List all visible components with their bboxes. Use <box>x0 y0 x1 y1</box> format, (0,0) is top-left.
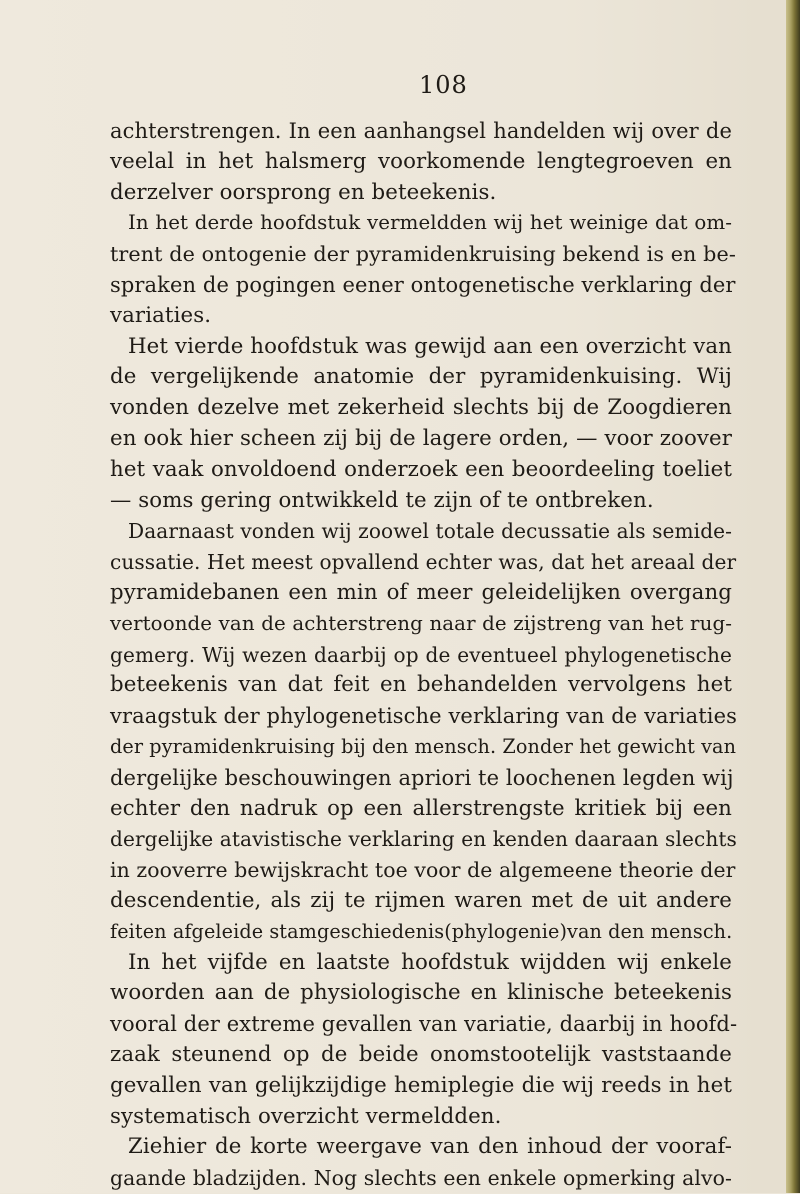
text-line: trent de ontogenie der pyramidenkruising bekend is en be- <box>110 242 736 267</box>
text-line: achterstrengen. In een aanhangsel handelden wij over de <box>110 119 732 143</box>
text-line: woorden aan de physiologische en klinische beteekenis <box>110 980 732 1006</box>
text-line: vonden dezelve met zekerheid slechts bij de Zoogdieren <box>110 395 732 421</box>
page-edge <box>786 0 800 1193</box>
text-line: beteekenis van dat feit en behandelden vervolgens het <box>110 672 732 698</box>
text-line: in zooverre bewijskracht toe voor de algemeene theorie der <box>110 858 736 883</box>
text-line: Het vierde hoofdstuk was gewijd aan een overzicht van <box>128 333 732 359</box>
text-line: — soms gering ontwikkeld te zijn of te ontbreken. <box>110 487 654 513</box>
text-line: vraagstuk der phylogenetische verklaring van de variaties <box>110 704 737 729</box>
text-line: In het derde hoofdstuk vermeldden wij het weinige dat om- <box>128 211 732 235</box>
text-line: gevallen van gelijkzijdige hemiplegie die wij reeds in het <box>110 1072 732 1098</box>
page-number: 108 <box>419 71 468 99</box>
body-text <box>110 116 738 1194</box>
text-line: descendentie, als zij te rijmen waren met de uit andere <box>110 887 732 913</box>
text-line: systematisch overzicht vermeldden. <box>110 1103 502 1129</box>
text-line: en ook hier scheen zij bij de lagere orden, — voor zoover <box>110 425 732 451</box>
text-line: dergelijke atavistische verklaring en kenden daaraan slechts <box>110 827 737 852</box>
text-line: dergelijke beschouwingen apriori te loochenen legden wij <box>110 765 734 790</box>
text-line: spraken de pogingen eener ontogenetische verklaring der <box>110 272 736 297</box>
text-line: gemerg. Wij wezen daarbij op de eventueel phylogenetische <box>110 642 732 667</box>
text-line: vooral der extreme gevallen van variatie, daarbij in hoofd- <box>110 1012 738 1037</box>
text-line: Ziehier de korte weergave van den inhoud der vooraf- <box>128 1134 732 1160</box>
text-line: pyramidebanen een min of meer geleidelijken overgang <box>110 579 732 605</box>
text-line: cussatie. Het meest opvallend echter was, dat het areaal der <box>110 550 737 575</box>
text-line: Daarnaast vonden wij zoowel totale decussatie als semide- <box>128 519 733 544</box>
text-line: vertoonde van de achterstreng naar de zijstreng van het rug- <box>110 611 732 635</box>
text-line: veelal in het halsmerg voorkomende lengtegroeven en <box>110 148 732 174</box>
text-line: der pyramidenkruising bij den mensch. Zonder het gewicht van <box>110 734 737 758</box>
text-line: echter den nadruk op een allerstrengste kritiek bij een <box>110 795 732 821</box>
text-line: de vergelijkende anatomie der pyramidenkuising. Wij <box>110 364 732 390</box>
text-line: zaak steunend op de beide onomstootelijk vaststaande <box>110 1041 732 1067</box>
text-line: In het vijfde en laatste hoofdstuk wijdden wij enkele <box>128 949 732 975</box>
text-line: variaties. <box>110 302 212 328</box>
text-line: het vaak onvoldoend onderzoek een beoordeeling toeliet <box>110 456 732 482</box>
text-line: feiten afgeleide stamgeschiedenis(phylogenie)van den mensch. <box>110 919 733 943</box>
text-line: derzelver oorsprong en beteekenis. <box>110 179 497 205</box>
text-line: gaande bladzijden. Nog slechts een enkele opmerking alvo- <box>110 1166 732 1191</box>
